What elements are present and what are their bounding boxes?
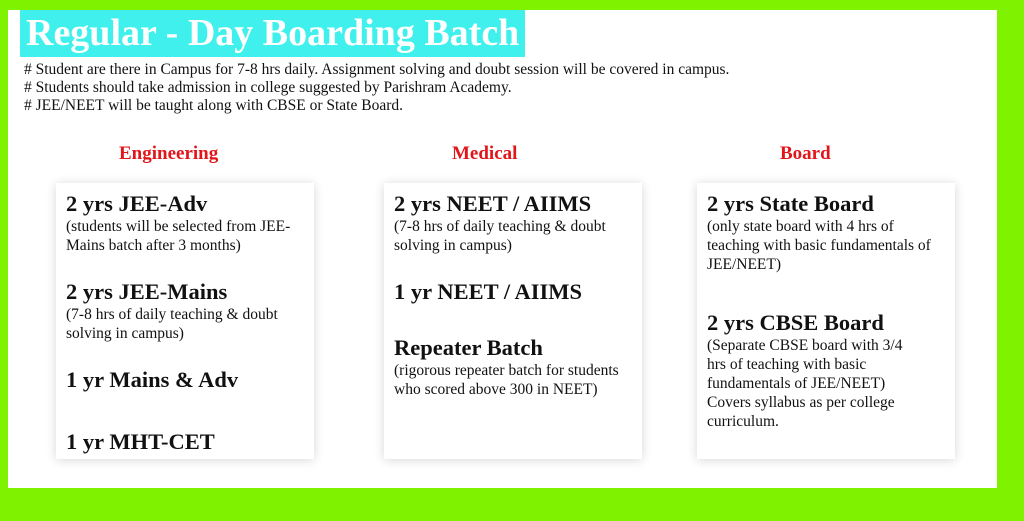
course-title: Repeater Batch — [394, 335, 543, 360]
course-description: (only state board with 4 hrs of teaching with basic fundamentals of JEE/NEET) — [707, 218, 931, 273]
note-board-teaching: # JEE/NEET will be taught along with CBSE or State Board. — [24, 97, 403, 114]
course-description: (7-8 hrs of daily teaching & doubt solving in campus) — [66, 306, 278, 342]
note-campus-hours: # Student are there in Campus for 7-8 hrs daily. Assignment solving and doubt session will be covered in campus. — [24, 61, 730, 78]
page-title: Regular - Day Boarding Batch — [20, 10, 525, 57]
engineering-card — [56, 183, 314, 459]
column-heading-board: Board — [780, 143, 831, 164]
course-title: 2 yrs NEET / AIIMS — [394, 191, 592, 216]
course-title: 1 yr MHT-CET — [66, 429, 215, 454]
notes-list — [24, 61, 924, 115]
course-description: (7-8 hrs of daily teaching & doubt solving in campus) — [394, 218, 606, 254]
course-description: (Separate CBSE board with 3/4 hrs of teaching with basic fundamentals of JEE/NEET) Covers syllabus as per college curriculum. — [707, 337, 903, 430]
course-description: (students will be selected from JEE-Mains batch after 3 months) — [66, 218, 291, 254]
course-title: 2 yrs State Board — [707, 191, 874, 216]
course-title: 1 yr Mains & Adv — [66, 367, 239, 392]
course-description: (rigorous repeater batch for students who scored above 300 in NEET) — [394, 362, 619, 398]
medical-card — [384, 183, 642, 459]
column-heading-medical: Medical — [452, 143, 518, 164]
course-title: 2 yrs JEE-Adv — [66, 191, 208, 216]
course-title: 2 yrs JEE-Mains — [66, 279, 228, 304]
course-title: 1 yr NEET / AIIMS — [394, 279, 582, 304]
note-college-admission: # Students should take admission in college suggested by Parishram Academy. — [24, 79, 512, 96]
column-heading-engineering: Engineering — [119, 143, 219, 164]
board-card — [697, 183, 955, 459]
course-title: 2 yrs CBSE Board — [707, 310, 884, 335]
